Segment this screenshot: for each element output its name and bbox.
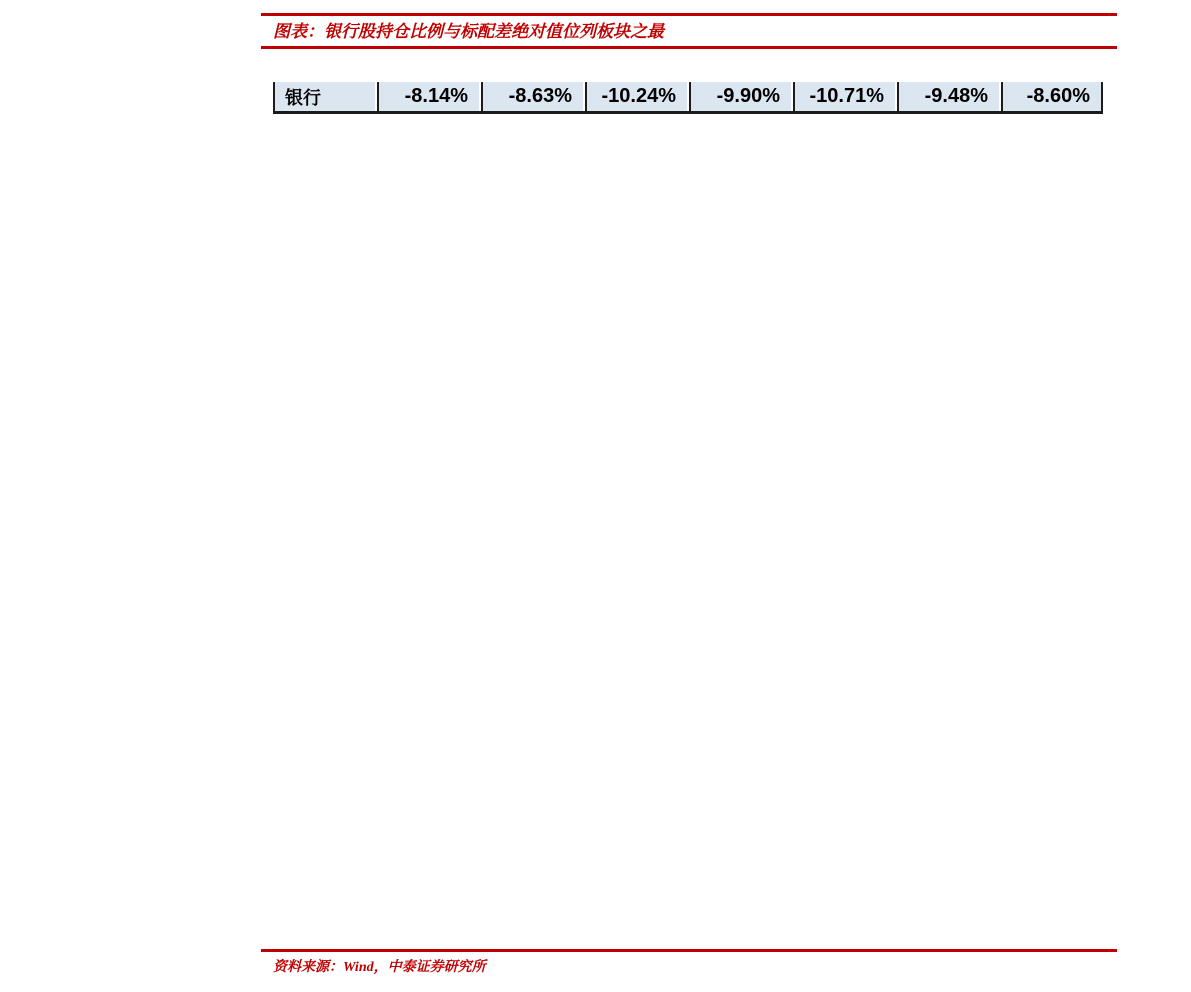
figure-caption: 图表：银行股持仓比例与标配差绝对值位列板块之最	[273, 22, 664, 41]
table-cell-value-5: -10.71%	[793, 82, 895, 111]
table-row-header: 银行	[273, 82, 375, 111]
data-source-note: 资料来源：Wind，中泰证券研究所	[273, 960, 486, 975]
table-cell-value-2: -8.63%	[481, 82, 583, 111]
table-cell-value-3: -10.24%	[585, 82, 687, 111]
table-cell-value-4: -9.90%	[689, 82, 791, 111]
footer-rule-divider	[261, 949, 1117, 952]
table-cell-value-6: -9.48%	[897, 82, 999, 111]
table-cell-value-7: -8.60%	[1001, 82, 1103, 111]
sector-allocation-table	[273, 82, 1103, 114]
top-rule-divider	[261, 13, 1117, 16]
caption-bottom-rule-divider	[261, 46, 1117, 49]
table-cell-value-1: -8.14%	[377, 82, 479, 111]
